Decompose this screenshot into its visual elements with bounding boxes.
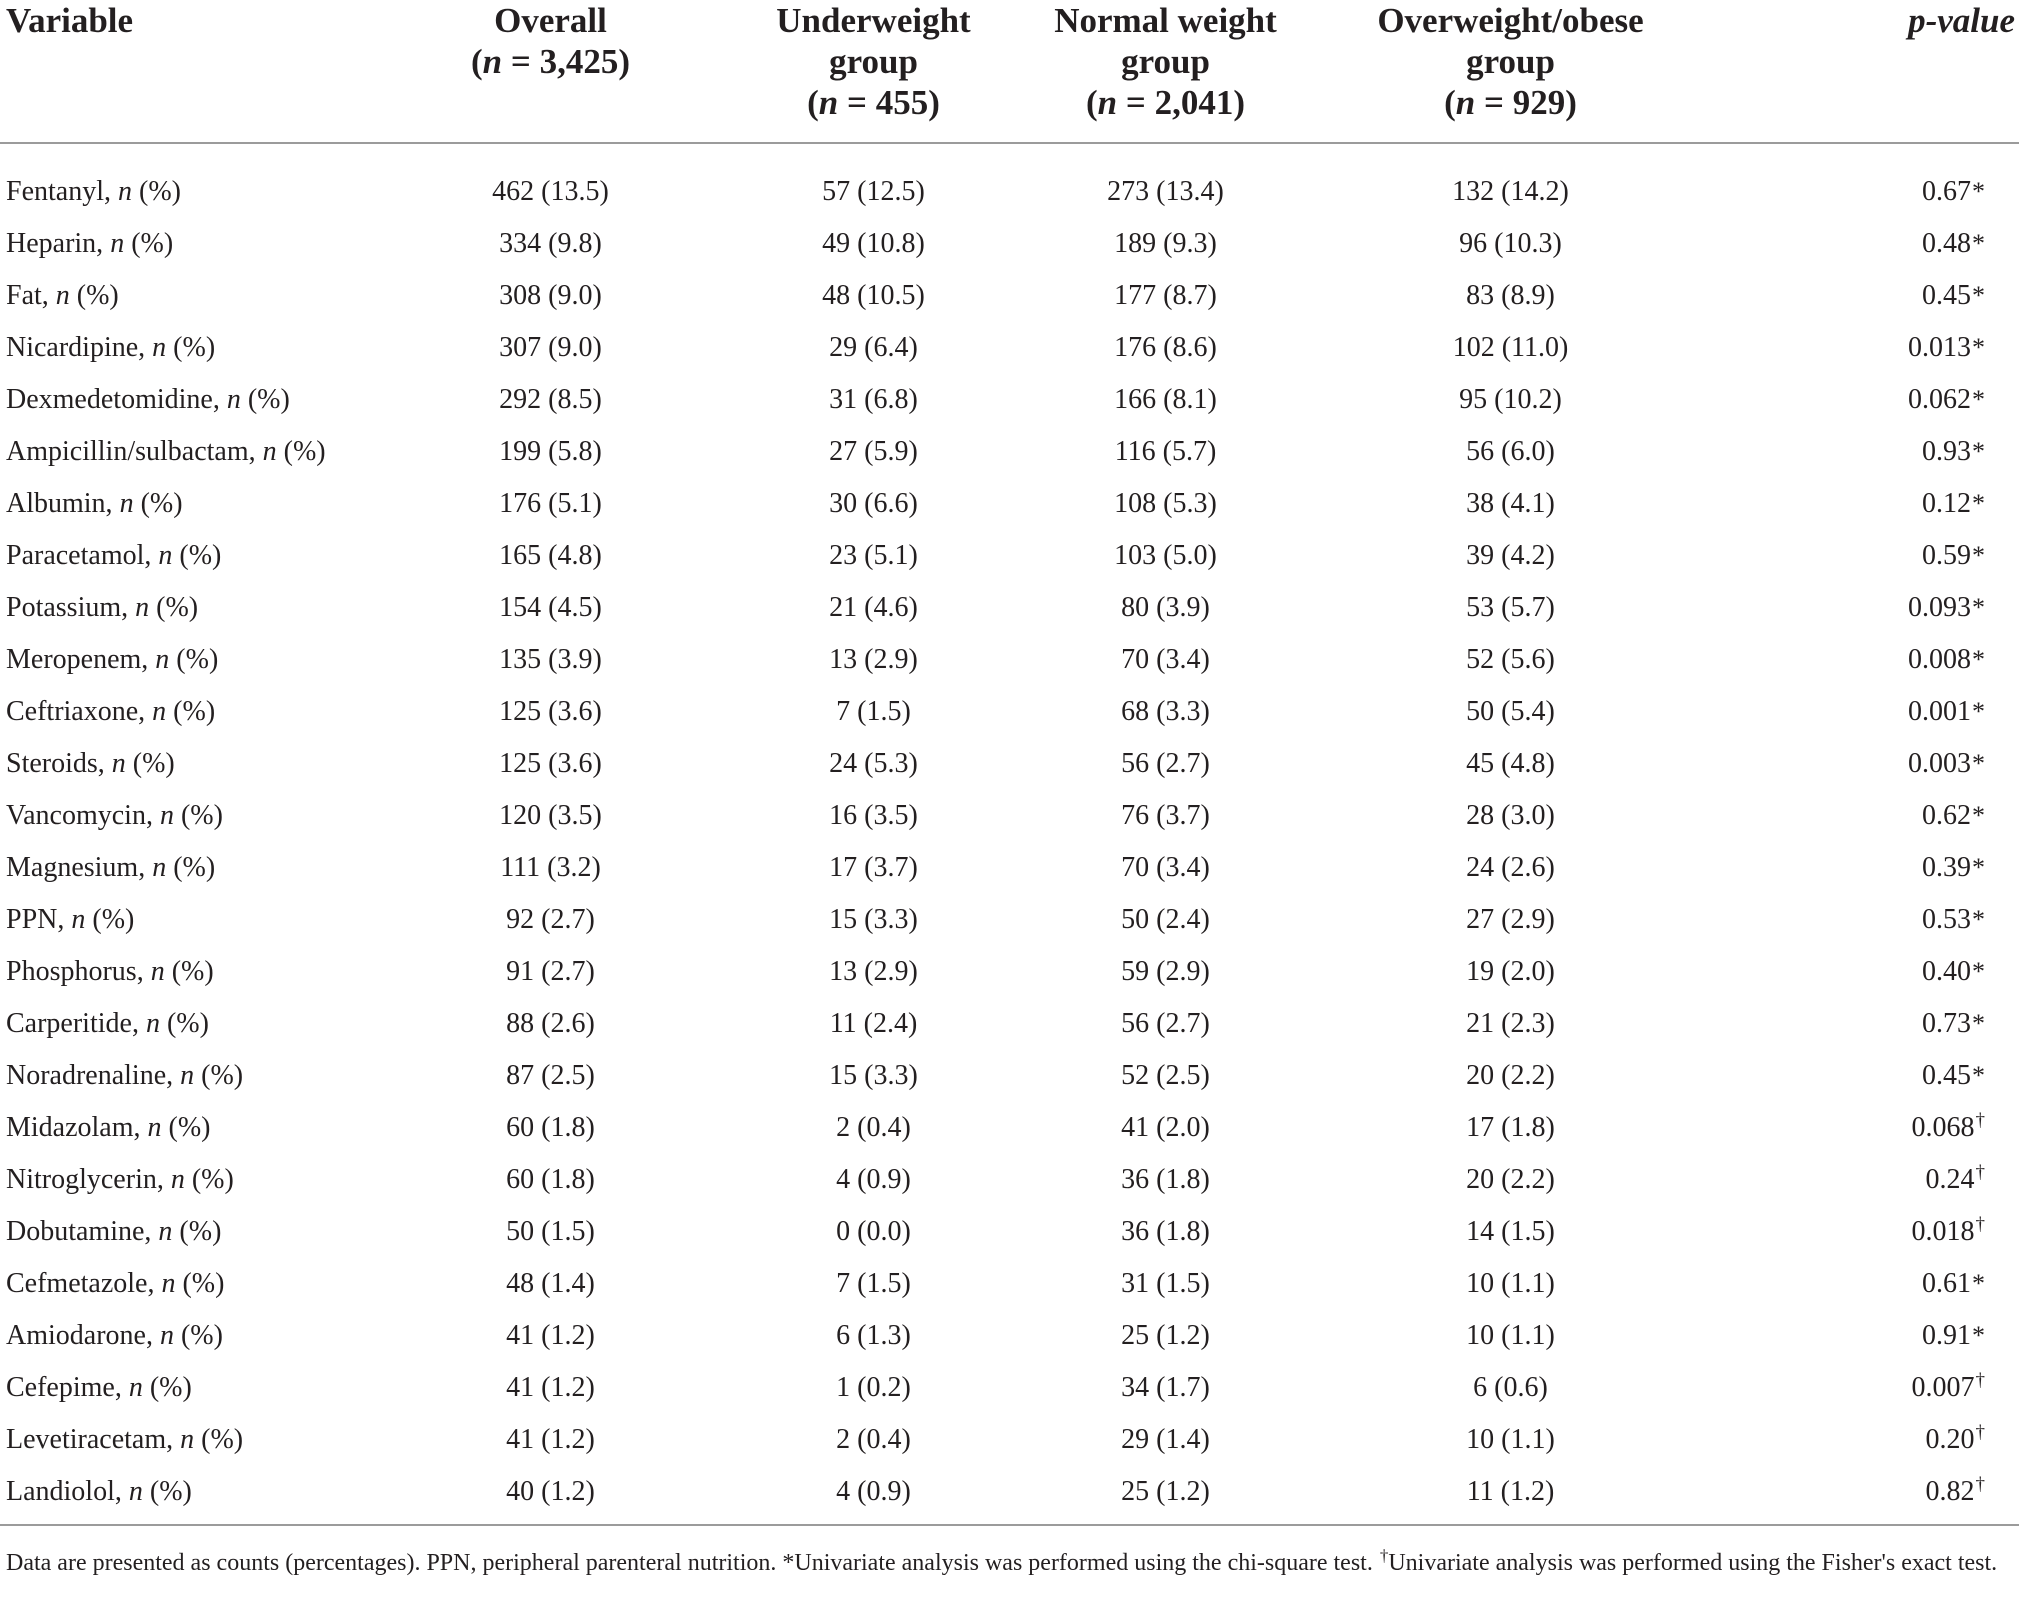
cell-overweight-obese: 83 (8.9) (1466, 280, 1555, 311)
cell-variable: Midazolam, n (%) (6, 1112, 211, 1143)
cell-p-value: 0.013* (1908, 332, 1985, 363)
cell-overall: 154 (4.5) (499, 592, 602, 623)
cell-normal-weight: 29 (1.4) (1121, 1424, 1210, 1455)
cell-overweight-obese: 95 (10.2) (1459, 384, 1562, 415)
table-row (0, 582, 2019, 634)
table-row (0, 738, 2019, 790)
cell-overweight-obese: 19 (2.0) (1466, 956, 1555, 987)
cell-p-value: 0.39* (1922, 852, 1985, 883)
test-mark: * (1972, 645, 1985, 674)
test-mark: * (1972, 1321, 1985, 1350)
cell-variable: Carperitide, n (%) (6, 1008, 209, 1039)
cell-variable: Potassium, n (%) (6, 592, 199, 623)
cell-overweight-obese: 14 (1.5) (1466, 1216, 1555, 1247)
cell-normal-weight: 116 (5.7) (1114, 436, 1217, 467)
cell-p-value: 0.45* (1922, 1060, 1985, 1091)
cell-normal-weight: 59 (2.9) (1121, 956, 1210, 987)
cell-variable: Phosphorus, n (%) (6, 956, 214, 987)
cell-overall: 48 (1.4) (506, 1268, 595, 1299)
cell-overall: 165 (4.8) (499, 540, 602, 571)
cell-overweight-obese: 39 (4.2) (1466, 540, 1555, 571)
cell-underweight: 4 (0.9) (729, 1466, 1018, 1525)
cell-underweight: 13 (2.9) (829, 644, 918, 675)
cell-underweight: 21 (4.6) (829, 592, 918, 623)
cell-variable: Meropenem, n (%) (6, 644, 219, 675)
cell-overall: 92 (2.7) (506, 904, 595, 935)
cell-p-value: 0.67* (1922, 176, 1985, 207)
test-mark: * (1972, 177, 1985, 206)
test-mark: † (1975, 1214, 1985, 1235)
cell-normal-weight: 176 (8.6) (1114, 332, 1217, 363)
cell-p-value: 0.007† (1911, 1370, 1985, 1403)
cell-p-value: 0.001* (1908, 696, 1985, 727)
cell-overweight-obese: 6 (0.6) (1473, 1372, 1548, 1403)
cell-variable: Fat, n (%) (6, 280, 119, 311)
cell-normal-weight: 56 (2.7) (1121, 1008, 1210, 1039)
cell-overall: 41 (1.2) (506, 1372, 595, 1403)
cell-underweight: 13 (2.9) (829, 956, 918, 987)
cell-normal-weight: 25 (1.2) (1121, 1320, 1210, 1351)
cell-overweight-obese: 96 (10.3) (1459, 228, 1562, 259)
cell-underweight: 57 (12.5) (822, 176, 925, 207)
cell-p-value: 0.73* (1922, 1008, 1985, 1039)
cell-normal-weight: 166 (8.1) (1114, 384, 1217, 415)
cell-variable: Dexmedetomidine, n (%) (6, 384, 290, 415)
cell-overweight-obese: 17 (1.8) (1466, 1112, 1555, 1143)
cell-normal-weight: 70 (3.4) (1121, 852, 1210, 883)
cell-underweight: 49 (10.8) (822, 228, 925, 259)
test-mark: † (1975, 1162, 1985, 1183)
table-row (0, 946, 2019, 998)
cell-overall: 135 (3.9) (499, 644, 602, 675)
cell-normal-weight: 31 (1.5) (1121, 1268, 1210, 1299)
cell-overall: 120 (3.5) (499, 800, 602, 831)
cell-overall: 292 (8.5) (499, 384, 602, 415)
test-mark: * (1972, 801, 1985, 830)
table-row (0, 634, 2019, 686)
table-row (0, 998, 2019, 1050)
cell-normal-weight: 68 (3.3) (1121, 696, 1210, 727)
table-row (0, 1154, 2019, 1206)
cell-p-value: 0.068† (1911, 1110, 1985, 1143)
cell-variable: Nitroglycerin, n (%) (6, 1164, 234, 1195)
cell-normal-weight: 52 (2.5) (1121, 1060, 1210, 1091)
table-row (0, 426, 2019, 478)
cell-variable: Albumin, n (%) (6, 488, 183, 519)
cell-p-value: 0.003* (1908, 748, 1985, 779)
cell-variable: Amiodarone, n (%) (6, 1320, 223, 1351)
cell-variable: Nicardipine, n (%) (6, 332, 216, 363)
cell-underweight: 29 (6.4) (829, 332, 918, 363)
table-row (0, 270, 2019, 322)
test-mark: † (1975, 1422, 1985, 1443)
cell-underweight: 11 (2.4) (829, 1008, 918, 1039)
cell-normal-weight: 56 (2.7) (1121, 748, 1210, 779)
table-row (0, 894, 2019, 946)
test-mark: * (1972, 1061, 1985, 1090)
cell-p-value: 0.82† (1708, 1466, 2019, 1525)
cell-normal-weight: 103 (5.0) (1114, 540, 1217, 571)
cell-overall: 462 (13.5) (492, 176, 609, 207)
cell-p-value: 0.093* (1908, 592, 1985, 623)
test-mark: * (1972, 957, 1985, 986)
cell-normal-weight: 50 (2.4) (1121, 904, 1210, 935)
cell-overweight-obese: 28 (3.0) (1466, 800, 1555, 831)
test-mark: * (1972, 541, 1985, 570)
cell-variable: Vancomycin, n (%) (6, 800, 223, 831)
cell-p-value: 0.91* (1922, 1320, 1985, 1351)
test-mark: * (1972, 385, 1985, 414)
cell-overall: 41 (1.2) (506, 1320, 595, 1351)
cell-normal-weight: 80 (3.9) (1121, 592, 1210, 623)
cell-underweight: 24 (5.3) (829, 748, 918, 779)
cell-underweight: 4 (0.9) (836, 1164, 911, 1195)
cell-overall: 334 (9.8) (499, 228, 602, 259)
cell-overweight-obese: 24 (2.6) (1466, 852, 1555, 883)
cell-underweight: 31 (6.8) (829, 384, 918, 415)
cell-normal-weight: 41 (2.0) (1121, 1112, 1210, 1143)
cell-p-value: 0.24† (1925, 1162, 1985, 1195)
cell-overall: 87 (2.5) (506, 1060, 595, 1091)
cell-overweight-obese: 21 (2.3) (1466, 1008, 1555, 1039)
cell-p-value: 0.48* (1922, 228, 1985, 259)
test-mark: * (1972, 853, 1985, 882)
table-row (0, 1310, 2019, 1362)
cell-overall: 308 (9.0) (499, 280, 602, 311)
cell-overweight-obese: 132 (14.2) (1452, 176, 1569, 207)
test-mark: * (1972, 593, 1985, 622)
header-p-value: p-value (1908, 1, 2015, 40)
table-row (0, 478, 2019, 530)
cell-overweight-obese: 38 (4.1) (1466, 488, 1555, 519)
cell-underweight: 23 (5.1) (829, 540, 918, 571)
cell-p-value: 0.018† (1911, 1214, 1985, 1247)
cell-normal-weight: 70 (3.4) (1121, 644, 1210, 675)
cell-underweight: 2 (0.4) (836, 1424, 911, 1455)
table-header (0, 0, 2019, 143)
test-mark: * (1972, 697, 1985, 726)
cell-variable: Steroids, n (%) (6, 748, 175, 779)
cell-overweight-obese: 102 (11.0) (1452, 332, 1569, 363)
cell-underweight: 6 (1.3) (836, 1320, 911, 1351)
cell-variable: Paracetamol, n (%) (6, 540, 222, 571)
test-mark: * (1972, 333, 1985, 362)
header-underweight: Underweight group (n = 455) (776, 1, 971, 122)
cell-overall: 41 (1.2) (506, 1424, 595, 1455)
cell-overweight-obese: 10 (1.1) (1466, 1424, 1555, 1455)
cell-normal-weight: 76 (3.7) (1121, 800, 1210, 831)
cell-underweight: 2 (0.4) (836, 1112, 911, 1143)
cell-overweight-obese: 20 (2.2) (1466, 1060, 1555, 1091)
cell-overweight-obese: 53 (5.7) (1466, 592, 1555, 623)
cell-underweight: 7 (1.5) (836, 1268, 911, 1299)
cell-overall: 176 (5.1) (499, 488, 602, 519)
cell-underweight: 48 (10.5) (822, 280, 925, 311)
cell-normal-weight: 36 (1.8) (1121, 1164, 1210, 1195)
cell-overall: 91 (2.7) (506, 956, 595, 987)
test-mark: * (1972, 1009, 1985, 1038)
table-row (0, 166, 2019, 218)
header-overweight-obese: Overweight/obese group (n = 929) (1377, 1, 1644, 122)
table-row (0, 1206, 2019, 1258)
table-row (0, 1414, 2019, 1466)
cell-normal-weight: 34 (1.7) (1121, 1372, 1210, 1403)
header-overall: Overall (n = 3,425) (471, 1, 630, 81)
cell-normal-weight: 25 (1.2) (1018, 1466, 1313, 1525)
cell-variable: Ceftriaxone, n (%) (6, 696, 216, 727)
cell-underweight: 0 (0.0) (836, 1216, 911, 1247)
cell-variable: Fentanyl, n (%) (6, 176, 181, 207)
cell-overall: 125 (3.6) (499, 696, 602, 727)
table-row (0, 1050, 2019, 1102)
cell-overweight-obese: 52 (5.6) (1466, 644, 1555, 675)
cell-overall: 60 (1.8) (506, 1164, 595, 1195)
cell-variable: Cefmetazole, n (%) (6, 1268, 225, 1299)
cell-overall: 60 (1.8) (506, 1112, 595, 1143)
cell-underweight: 16 (3.5) (829, 800, 918, 831)
cell-underweight: 7 (1.5) (836, 696, 911, 727)
test-mark: † (1975, 1370, 1985, 1391)
cell-p-value: 0.12* (1922, 488, 1985, 519)
table-row (0, 1362, 2019, 1414)
table-row (0, 1102, 2019, 1154)
table-footnote: Data are presented as counts (percentages). PPN, peripheral parenteral nutrition. *Univariate analysis was performed using the chi-square test. †Univariate analysis was performed using the Fisher's exact test. (6, 1546, 1998, 1576)
cell-p-value: 0.008* (1908, 644, 1985, 675)
cell-p-value: 0.62* (1922, 800, 1985, 831)
cell-variable: Landiolol, n (%) (0, 1466, 372, 1525)
cell-underweight: 1 (0.2) (836, 1372, 911, 1403)
cell-overall: 50 (1.5) (506, 1216, 595, 1247)
cell-overweight-obese: 11 (1.2) (1313, 1466, 1708, 1525)
cell-overall: 125 (3.6) (499, 748, 602, 779)
test-mark: * (1972, 489, 1985, 518)
cell-normal-weight: 36 (1.8) (1121, 1216, 1210, 1247)
cell-underweight: 30 (6.6) (829, 488, 918, 519)
test-mark: † (1975, 1474, 1985, 1495)
test-mark: * (1972, 905, 1985, 934)
header-variable: Variable (6, 1, 134, 40)
cell-overweight-obese: 10 (1.1) (1466, 1320, 1555, 1351)
cell-overall: 307 (9.0) (499, 332, 602, 363)
table-row (0, 686, 2019, 738)
cell-normal-weight: 177 (8.7) (1114, 280, 1217, 311)
table-row (0, 1258, 2019, 1310)
cell-variable: Dobutamine, n (%) (6, 1216, 222, 1247)
cell-p-value: 0.45* (1922, 280, 1985, 311)
cell-p-value: 0.61* (1922, 1268, 1985, 1299)
cell-p-value: 0.40* (1922, 956, 1985, 987)
cell-variable: Ampicillin/sulbactam, n (%) (6, 436, 326, 467)
table-row (0, 842, 2019, 894)
cell-p-value: 0.20† (1925, 1422, 1985, 1455)
cell-underweight: 15 (3.3) (829, 1060, 918, 1091)
cell-p-value: 0.93* (1922, 436, 1985, 467)
cell-overweight-obese: 10 (1.1) (1466, 1268, 1555, 1299)
test-mark: * (1972, 437, 1985, 466)
cell-overweight-obese: 56 (6.0) (1466, 436, 1555, 467)
cell-normal-weight: 108 (5.3) (1114, 488, 1217, 519)
test-mark: † (1975, 1110, 1985, 1131)
table-row (0, 322, 2019, 374)
test-mark: * (1972, 1269, 1985, 1298)
cell-underweight: 17 (3.7) (829, 852, 918, 883)
test-mark: * (1972, 229, 1985, 258)
test-mark: * (1972, 749, 1985, 778)
header-normal-weight: Normal weight group (n = 2,041) (1054, 1, 1277, 122)
cell-variable: Heparin, n (%) (6, 228, 174, 259)
table-row (0, 218, 2019, 270)
table-row (0, 1466, 2019, 1525)
cell-underweight: 27 (5.9) (829, 436, 918, 467)
cell-variable: Noradrenaline, n (%) (6, 1060, 244, 1091)
cell-overweight-obese: 50 (5.4) (1466, 696, 1555, 727)
cell-variable: Magnesium, n (%) (6, 852, 216, 883)
cell-normal-weight: 189 (9.3) (1114, 228, 1217, 259)
test-mark: * (1972, 281, 1985, 310)
cell-p-value: 0.53* (1922, 904, 1985, 935)
table-row (0, 374, 2019, 426)
cell-overall: 88 (2.6) (506, 1008, 595, 1039)
cell-overall: 40 (1.2) (372, 1466, 729, 1525)
cell-p-value: 0.59* (1922, 540, 1985, 571)
cell-overweight-obese: 20 (2.2) (1466, 1164, 1555, 1195)
table-row (0, 790, 2019, 842)
cell-overall: 199 (5.8) (499, 436, 602, 467)
cell-p-value: 0.062* (1908, 384, 1985, 415)
cell-overweight-obese: 27 (2.9) (1466, 904, 1555, 935)
cell-variable: Cefepime, n (%) (6, 1372, 192, 1403)
cell-variable: Levetiracetam, n (%) (6, 1424, 244, 1455)
table-body (0, 143, 2019, 1525)
cell-normal-weight: 273 (13.4) (1107, 176, 1224, 207)
table-row (0, 530, 2019, 582)
cell-overweight-obese: 45 (4.8) (1466, 748, 1555, 779)
cell-overall: 111 (3.2) (500, 852, 601, 883)
cell-underweight: 15 (3.3) (829, 904, 918, 935)
cell-variable: PPN, n (%) (6, 904, 135, 935)
